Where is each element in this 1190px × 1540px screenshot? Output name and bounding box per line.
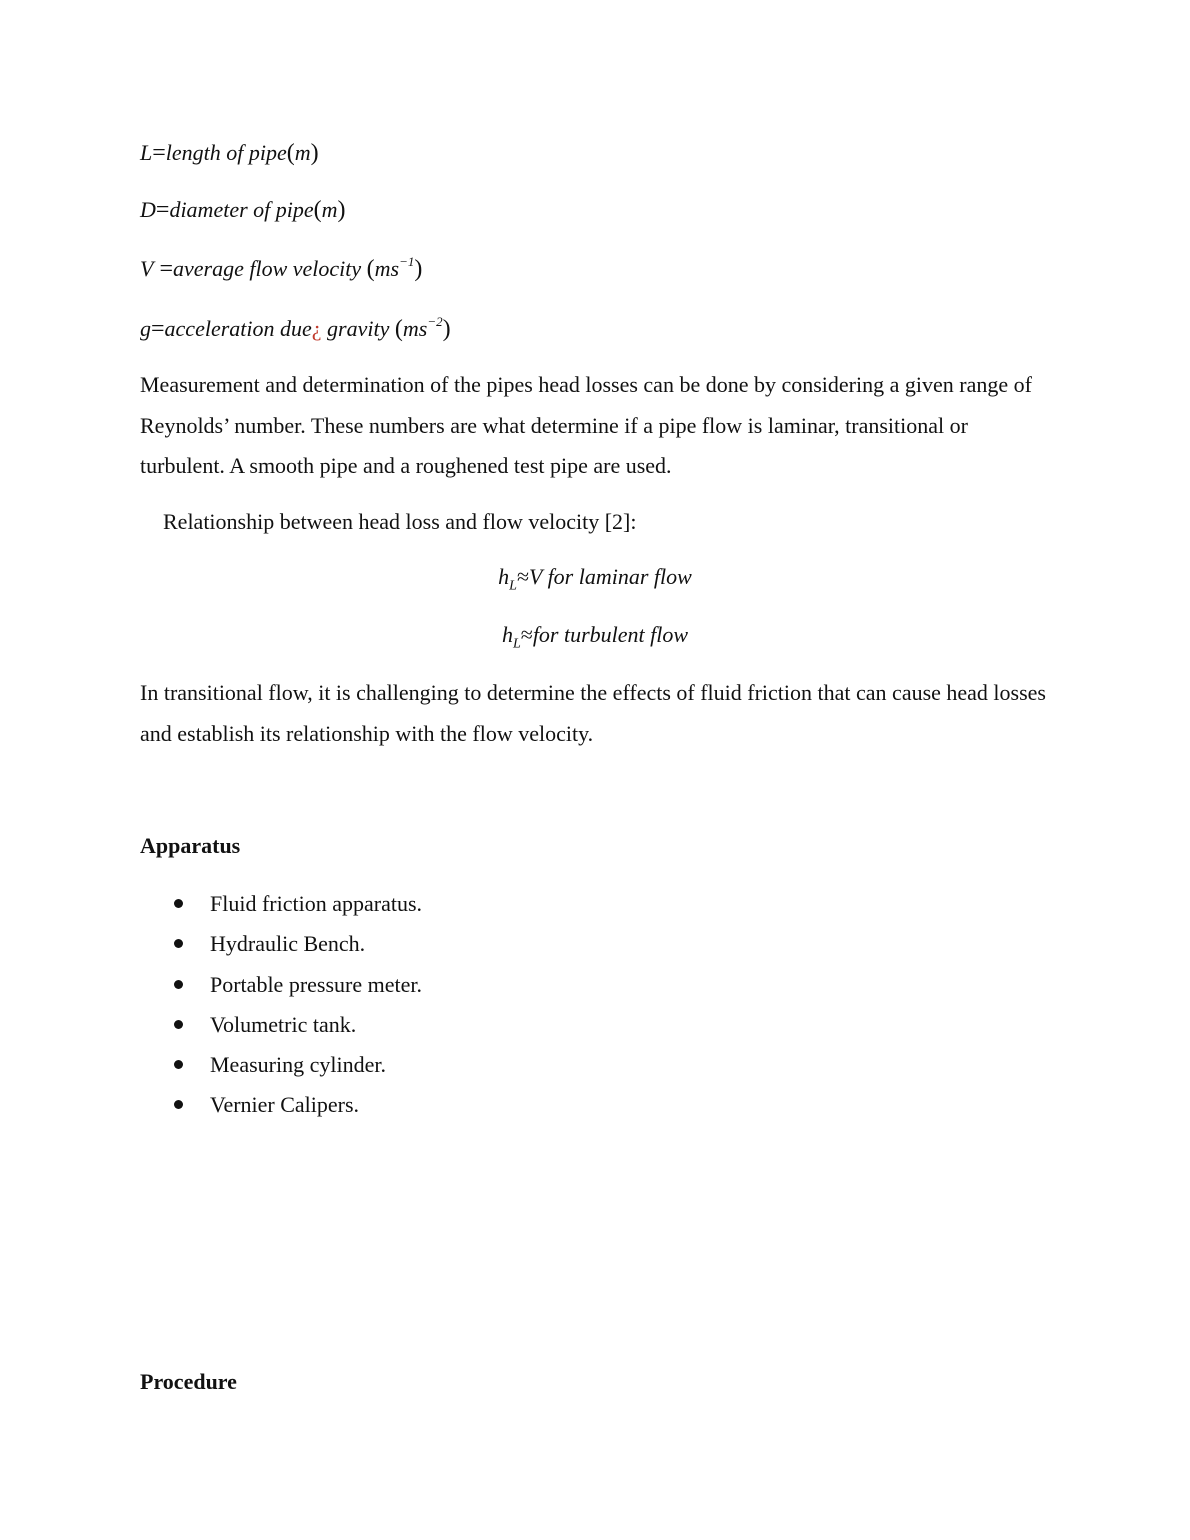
- bullet-icon: [174, 1100, 183, 1109]
- symbol: L: [140, 140, 153, 165]
- bullet-icon: [174, 939, 183, 948]
- apparatus-list: [140, 884, 422, 1126]
- symbol: g: [140, 316, 151, 341]
- list-item: Measuring cylinder.: [140, 1045, 422, 1085]
- formula-turbulent: $h_L\approx for$ turbulent flow: [501, 622, 689, 652]
- paragraph-head-losses: Measurement and determination of the pipes head losses can be done by considering a given range of Reynolds’ number. These numbers are what determine if a pipe flow is laminar, transitional or turbulent. A smooth pipe and a roughened test pipe are used.: [140, 372, 1032, 478]
- procedure-heading: Procedure: [140, 1369, 237, 1394]
- list-item: Fluid friction apparatus.: [140, 884, 422, 924]
- formula-laminar: $h_L\approx V$ for laminar flow: [498, 564, 692, 594]
- definition-diameter: D=diameter of pipe(m): [140, 197, 346, 223]
- list-item: Vernier Calipers.: [140, 1085, 422, 1125]
- apparatus-heading: Apparatus: [140, 833, 241, 858]
- relationship-intro: Relationship between head loss and flow velocity [2]:: [163, 509, 637, 534]
- bullet-icon: [174, 1060, 183, 1069]
- definition-velocity: V =average flow velocity $(ms^{-1})$: [140, 253, 423, 282]
- bullet-icon: [174, 980, 183, 989]
- garbled-character: ¿: [311, 316, 322, 341]
- paragraph-transitional-flow: In transitional flow, it is challenging to determine the effects of fluid friction that can cause head losses and establish its relationship with the flow velocity.: [140, 680, 1046, 746]
- list-item: Hydraulic Bench.: [140, 924, 422, 964]
- symbol: V: [140, 256, 154, 281]
- definition-gravity: g=acceleration due¿ gravity $(ms^{-2})$: [140, 313, 451, 342]
- symbol: D: [140, 197, 156, 222]
- bullet-icon: [174, 1020, 183, 1029]
- bullet-icon: [174, 899, 183, 908]
- definition-length: L=length of pipe(m): [140, 140, 319, 166]
- list-item: Volumetric tank.: [140, 1005, 422, 1045]
- list-item: Portable pressure meter.: [140, 965, 422, 1005]
